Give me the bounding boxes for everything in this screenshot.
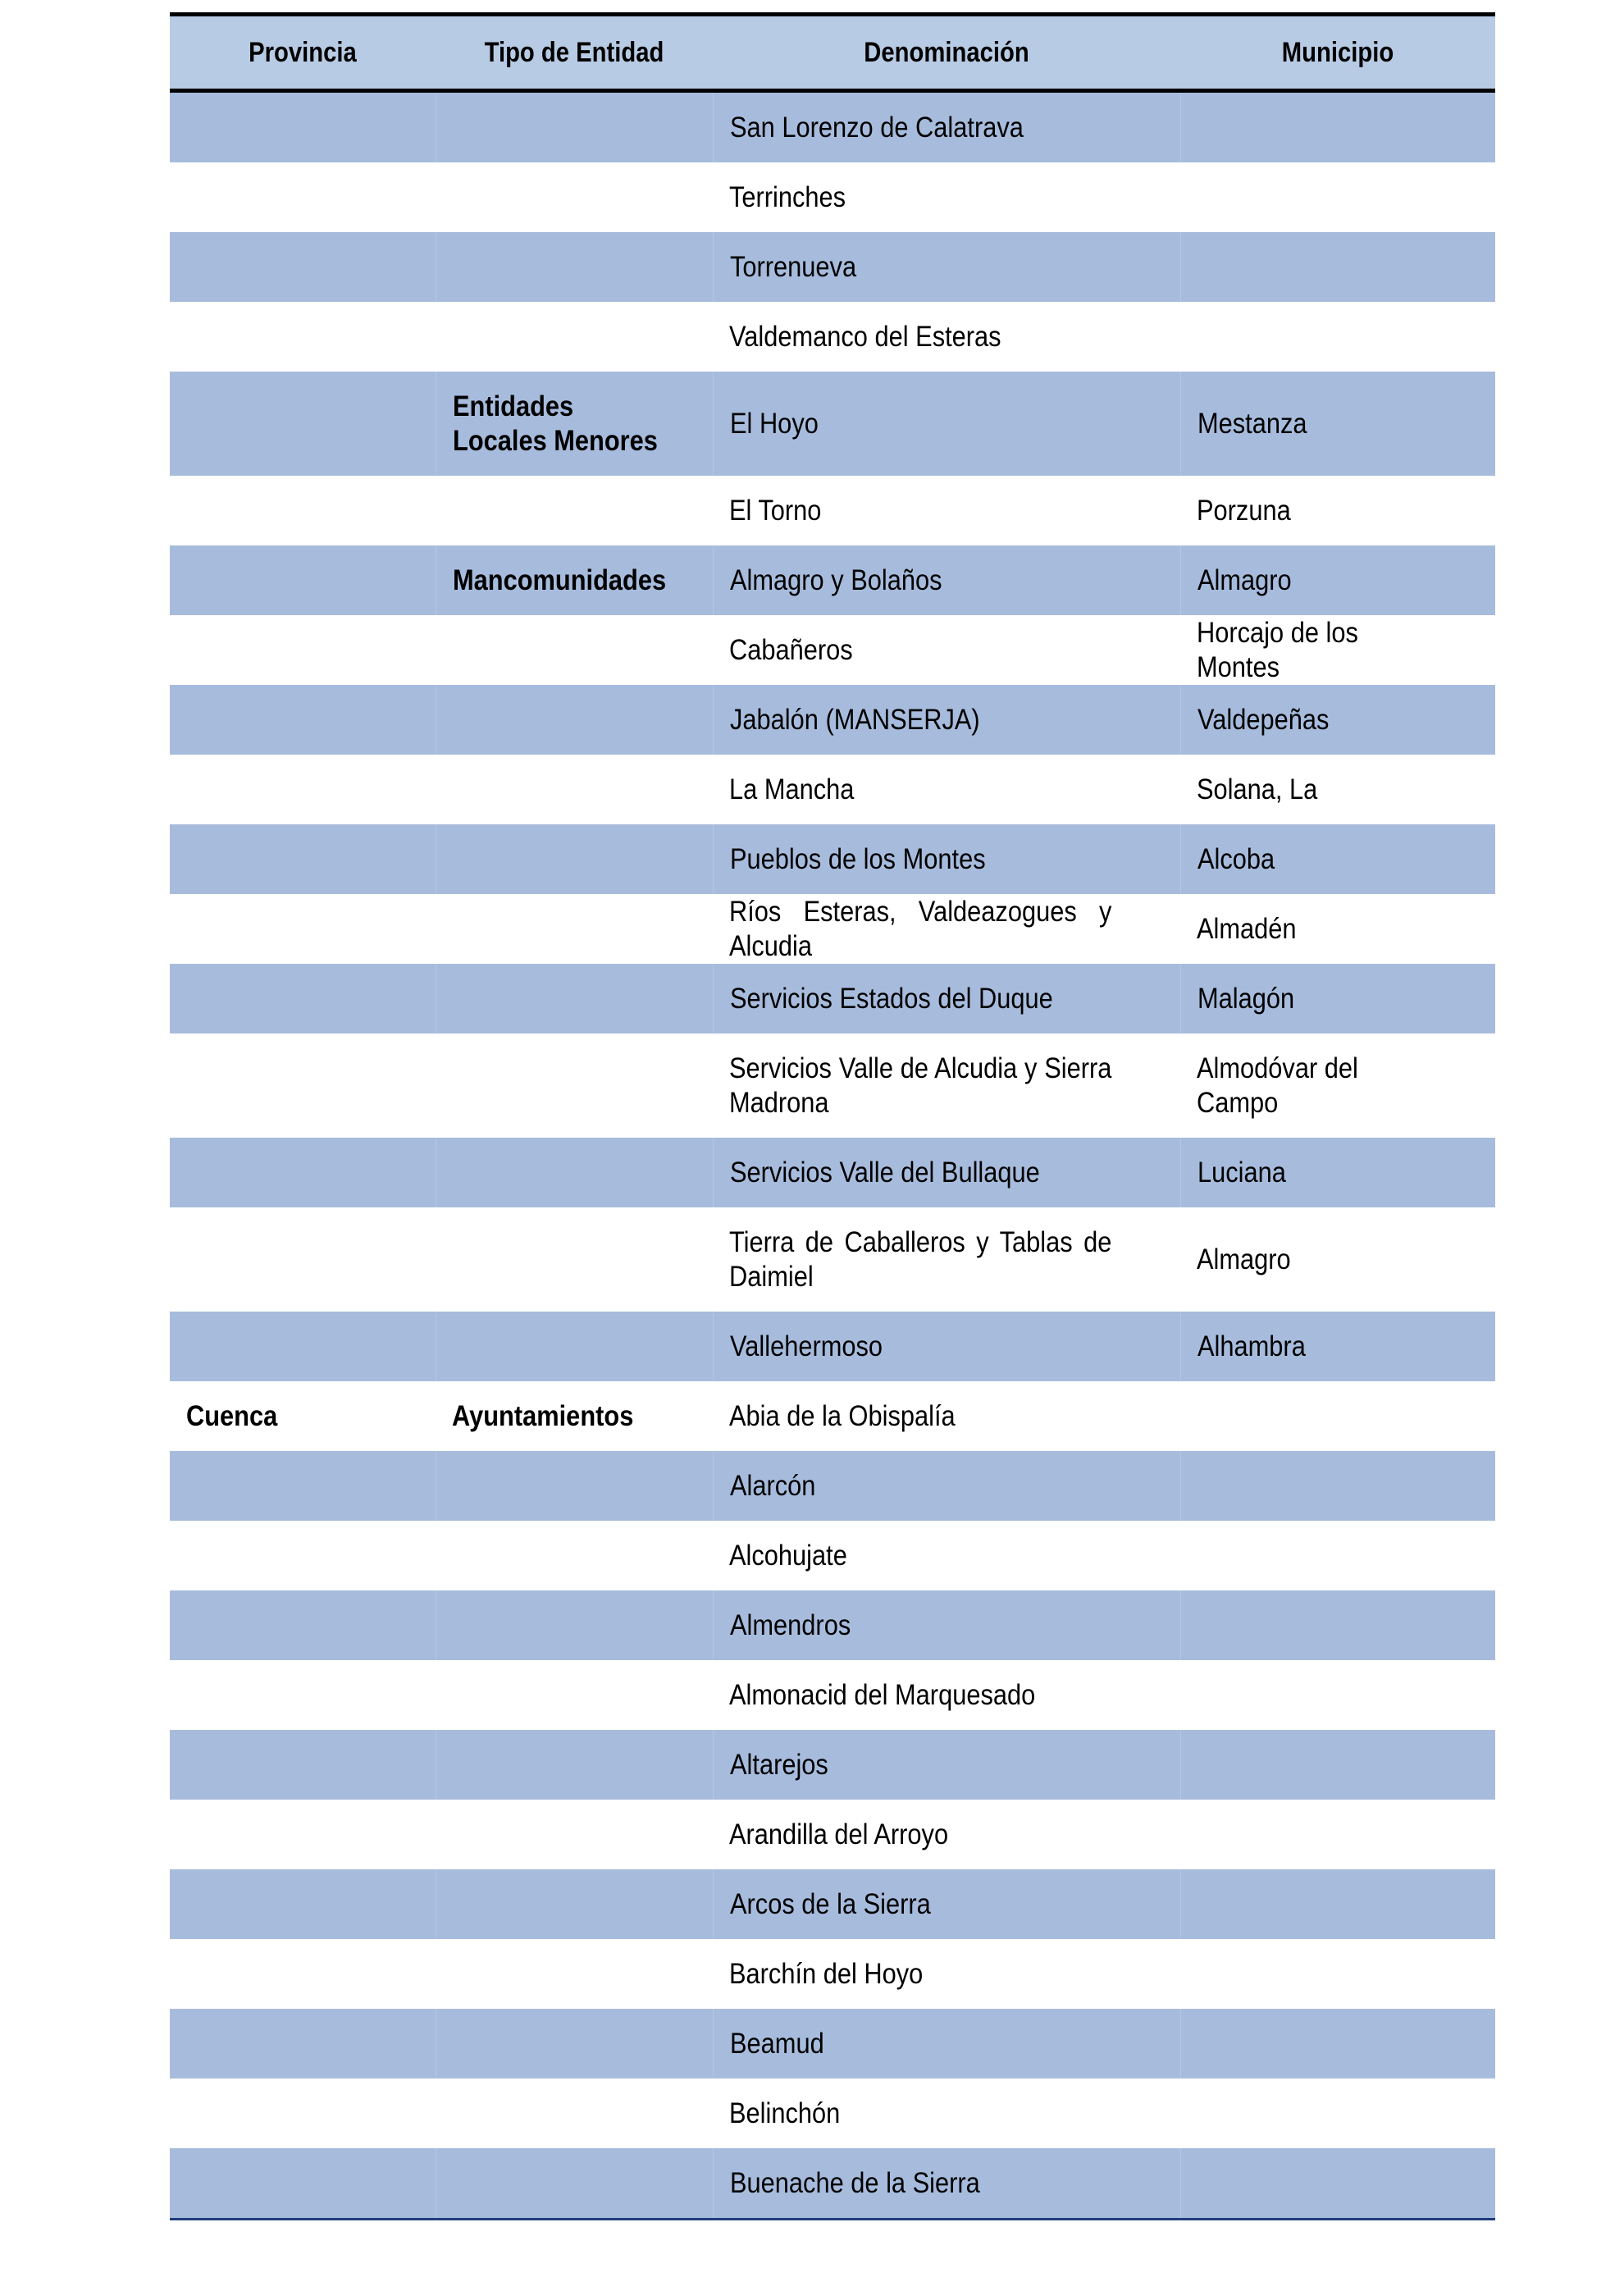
cell-denominacion-text: Alcohujate [729, 1539, 847, 1572]
cell-denominacion-text: Buenache de la Sierra [730, 2166, 980, 2199]
table-row [170, 1869, 1495, 1939]
cell-provincia [170, 1800, 436, 1869]
cell-denominacion-text: Tierra de Caballeros y Tablas de Daimiel [729, 1225, 1112, 1293]
cell-tipo-entidad [436, 302, 713, 372]
table-row [170, 1939, 1495, 2009]
table-row [170, 1034, 1495, 1138]
cell-municipio-text: Solana, La [1197, 773, 1318, 805]
cell-denominacion [713, 1138, 1180, 1207]
cell-denominacion-text: Valdemanco del Esteras [729, 320, 1001, 353]
table-body [170, 93, 1495, 2218]
cell-provincia [170, 964, 436, 1034]
cell-provincia [170, 1381, 436, 1451]
cell-provincia [170, 755, 436, 824]
cell-provincia [170, 372, 436, 476]
cell-municipio [1180, 615, 1495, 685]
cell-municipio [1180, 964, 1495, 1034]
cell-provincia [170, 545, 436, 615]
cell-municipio [1180, 824, 1495, 894]
table-header [170, 12, 1495, 93]
cell-municipio [1180, 1034, 1495, 1138]
cell-denominacion-text: Arandilla del Arroyo [729, 1818, 949, 1850]
cell-tipo-entidad [436, 162, 713, 232]
cell-municipio [1180, 2009, 1495, 2079]
table-row [170, 1451, 1495, 1521]
cell-denominacion [713, 964, 1180, 1034]
cell-provincia [170, 232, 436, 302]
cell-provincia [170, 162, 436, 232]
table-bottom-rule [170, 2218, 1495, 2220]
cell-denominacion [713, 232, 1180, 302]
cell-provincia [170, 824, 436, 894]
cell-provincia [170, 1939, 436, 2009]
cell-municipio [1180, 545, 1495, 615]
cell-denominacion [713, 1800, 1180, 1869]
cell-provincia [170, 1138, 436, 1207]
table-row [170, 615, 1495, 685]
cell-tipo-entidad [436, 372, 713, 476]
cell-municipio [1180, 1939, 1495, 2009]
cell-denominacion-text: Torrenueva [730, 250, 857, 283]
cell-denominacion [713, 1312, 1180, 1381]
cell-municipio [1180, 1312, 1495, 1381]
cell-municipio [1180, 894, 1495, 964]
cell-municipio-text: Luciana [1197, 1156, 1286, 1189]
table-row [170, 1800, 1495, 1869]
cell-tipo-entidad [436, 2079, 713, 2148]
cell-denominacion-text: Vallehermoso [730, 1330, 883, 1362]
cell-municipio [1180, 1521, 1495, 1590]
cell-denominacion [713, 615, 1180, 685]
cell-tipo-entidad [436, 1312, 713, 1381]
cell-denominacion [713, 302, 1180, 372]
cell-tipo-entidad [436, 1521, 713, 1590]
cell-denominacion-text: Almonacid del Marquesado [729, 1678, 1036, 1711]
table-row [170, 1660, 1495, 1730]
table-row [170, 1590, 1495, 1660]
cell-municipio [1180, 1138, 1495, 1207]
cell-denominacion [713, 1521, 1180, 1590]
cell-tipo-entidad [436, 93, 713, 162]
table-row [170, 2009, 1495, 2079]
cell-tipo-entidad [436, 2009, 713, 2079]
cell-denominacion-text: El Hoyo [730, 407, 819, 440]
cell-denominacion [713, 476, 1180, 545]
cell-municipio [1180, 476, 1495, 545]
cell-denominacion [713, 2079, 1180, 2148]
cell-provincia [170, 894, 436, 964]
cell-denominacion [713, 1381, 1180, 1451]
table-row [170, 824, 1495, 894]
cell-denominacion-text: Servicios Estados del Duque [730, 982, 1053, 1015]
cell-municipio [1180, 1730, 1495, 1800]
table-row [170, 1521, 1495, 1590]
cell-provincia [170, 2009, 436, 2079]
cell-tipo-entidad [436, 1869, 713, 1939]
cell-denominacion-text: Cabañeros [729, 633, 853, 666]
cell-tipo-entidad [436, 755, 713, 824]
cell-municipio-text: Malagón [1197, 982, 1295, 1015]
cell-denominacion-text: Abia de la Obispalía [729, 1399, 956, 1432]
cell-municipio [1180, 1800, 1495, 1869]
cell-denominacion-text: Pueblos de los Montes [730, 842, 986, 875]
table-row [170, 545, 1495, 615]
cell-municipio-text: Almagro [1197, 564, 1292, 596]
cell-tipo-entidad [436, 685, 713, 755]
cell-denominacion [713, 1451, 1180, 1521]
cell-municipio-text: Alcoba [1197, 842, 1275, 875]
cell-municipio [1180, 1381, 1495, 1451]
cell-municipio [1180, 1869, 1495, 1939]
cell-tipo-entidad [436, 1939, 713, 2009]
cell-denominacion-text: Jabalón (MANSERJA) [730, 703, 980, 736]
cell-denominacion [713, 372, 1180, 476]
cell-municipio [1180, 1660, 1495, 1730]
cell-denominacion-text: San Lorenzo de Calatrava [730, 111, 1024, 144]
cell-denominacion [713, 1660, 1180, 1730]
table-row [170, 372, 1495, 476]
cell-municipio-text: Alhambra [1197, 1330, 1306, 1362]
cell-denominacion-text: Alarcón [730, 1469, 816, 1502]
cell-municipio-text: Almodóvar del Campo [1197, 1052, 1358, 1119]
table-row [170, 2148, 1495, 2218]
cell-denominacion [713, 1034, 1180, 1138]
table-row [170, 302, 1495, 372]
cell-municipio [1180, 162, 1495, 232]
header-municipio: Municipio [1281, 36, 1394, 68]
table-row [170, 1312, 1495, 1381]
cell-provincia [170, 1521, 436, 1590]
cell-denominacion [713, 894, 1180, 964]
cell-tipo-entidad-text: Ayuntamientos [452, 1399, 634, 1432]
cell-municipio [1180, 1590, 1495, 1660]
cell-municipio-text: Porzuna [1197, 494, 1291, 527]
cell-tipo-entidad [436, 894, 713, 964]
cell-municipio-text: Valdepeñas [1197, 703, 1330, 736]
table-row [170, 1381, 1495, 1451]
cell-tipo-entidad [436, 476, 713, 545]
cell-denominacion-text: Altarejos [730, 1748, 828, 1781]
cell-municipio [1180, 372, 1495, 476]
cell-provincia-text: Cuenca [186, 1399, 278, 1432]
cell-denominacion [713, 685, 1180, 755]
cell-municipio-text: Horcajo de los Montes [1197, 616, 1358, 683]
cell-provincia [170, 1660, 436, 1730]
cell-municipio [1180, 232, 1495, 302]
table-row [170, 1207, 1495, 1312]
cell-denominacion [713, 2148, 1180, 2218]
cell-denominacion-text: Beamud [730, 2027, 824, 2060]
cell-denominacion [713, 545, 1180, 615]
cell-tipo-entidad [436, 964, 713, 1034]
table-row [170, 93, 1495, 162]
table-row [170, 755, 1495, 824]
cell-denominacion [713, 2009, 1180, 2079]
table-row [170, 476, 1495, 545]
cell-denominacion [713, 1730, 1180, 1800]
cell-provincia [170, 476, 436, 545]
cell-municipio [1180, 755, 1495, 824]
cell-provincia [170, 93, 436, 162]
cell-tipo-entidad [436, 824, 713, 894]
cell-provincia [170, 1730, 436, 1800]
cell-provincia [170, 1451, 436, 1521]
cell-municipio [1180, 302, 1495, 372]
cell-denominacion-text: Barchín del Hoyo [729, 1957, 924, 1990]
cell-tipo-entidad [436, 1138, 713, 1207]
cell-denominacion [713, 755, 1180, 824]
cell-provincia [170, 1312, 436, 1381]
cell-provincia [170, 2079, 436, 2148]
cell-municipio-text: Almagro [1197, 1243, 1291, 1275]
table-row [170, 1730, 1495, 1800]
cell-provincia [170, 1207, 436, 1312]
cell-provincia [170, 1034, 436, 1138]
cell-municipio [1180, 1207, 1495, 1312]
cell-tipo-entidad [436, 232, 713, 302]
cell-denominacion [713, 1207, 1180, 1312]
cell-tipo-entidad [436, 1800, 713, 1869]
cell-municipio-text: Almadén [1197, 912, 1297, 945]
header-provincia: Provincia [249, 36, 357, 68]
cell-provincia [170, 1590, 436, 1660]
header-tipo-entidad: Tipo de Entidad [484, 36, 664, 68]
cell-tipo-entidad [436, 2148, 713, 2218]
cell-denominacion-text: Terrinches [729, 180, 846, 213]
cell-municipio [1180, 685, 1495, 755]
table-row [170, 162, 1495, 232]
cell-tipo-entidad [436, 1034, 713, 1138]
cell-denominacion-text: El Torno [729, 494, 822, 527]
cell-denominacion-text: Almagro y Bolaños [730, 564, 942, 596]
cell-denominacion-text: Servicios Valle del Bullaque [730, 1156, 1040, 1189]
table-row [170, 2079, 1495, 2148]
cell-denominacion [713, 1590, 1180, 1660]
cell-provincia [170, 2148, 436, 2218]
cell-tipo-entidad-text: Entidades Locales Menores [453, 390, 658, 457]
cell-municipio-text: Mestanza [1197, 407, 1307, 440]
cell-denominacion-text: Almendros [730, 1609, 851, 1641]
cell-tipo-entidad [436, 1590, 713, 1660]
cell-municipio [1180, 2079, 1495, 2148]
cell-municipio [1180, 2148, 1495, 2218]
cell-tipo-entidad-text: Mancomunidades [453, 564, 667, 596]
cell-municipio [1180, 93, 1495, 162]
table-row [170, 232, 1495, 302]
cell-provincia [170, 685, 436, 755]
cell-municipio [1180, 1451, 1495, 1521]
cell-provincia [170, 302, 436, 372]
cell-tipo-entidad [436, 1660, 713, 1730]
header-denominacion: Denominación [864, 36, 1029, 68]
table-row [170, 894, 1495, 964]
cell-tipo-entidad [436, 545, 713, 615]
cell-tipo-entidad [436, 1381, 713, 1451]
cell-denominacion [713, 93, 1180, 162]
entities-table [170, 12, 1495, 2220]
table-row [170, 1138, 1495, 1207]
cell-tipo-entidad [436, 1207, 713, 1312]
table-row [170, 964, 1495, 1034]
cell-tipo-entidad [436, 1730, 713, 1800]
cell-denominacion [713, 824, 1180, 894]
cell-provincia [170, 615, 436, 685]
cell-denominacion-text: La Mancha [729, 773, 855, 805]
cell-provincia [170, 1869, 436, 1939]
cell-denominacion-text: Ríos Esteras, Valdeazogues y Alcudia [729, 895, 1112, 962]
cell-tipo-entidad [436, 615, 713, 685]
cell-denominacion-text: Servicios Valle de Alcudia y Sierra Madrona [729, 1052, 1112, 1119]
table-row [170, 685, 1495, 755]
cell-tipo-entidad [436, 1451, 713, 1521]
cell-denominacion [713, 1939, 1180, 2009]
cell-denominacion [713, 1869, 1180, 1939]
cell-denominacion-text: Belinchón [729, 2097, 841, 2129]
cell-denominacion [713, 162, 1180, 232]
cell-denominacion-text: Arcos de la Sierra [730, 1887, 931, 1920]
